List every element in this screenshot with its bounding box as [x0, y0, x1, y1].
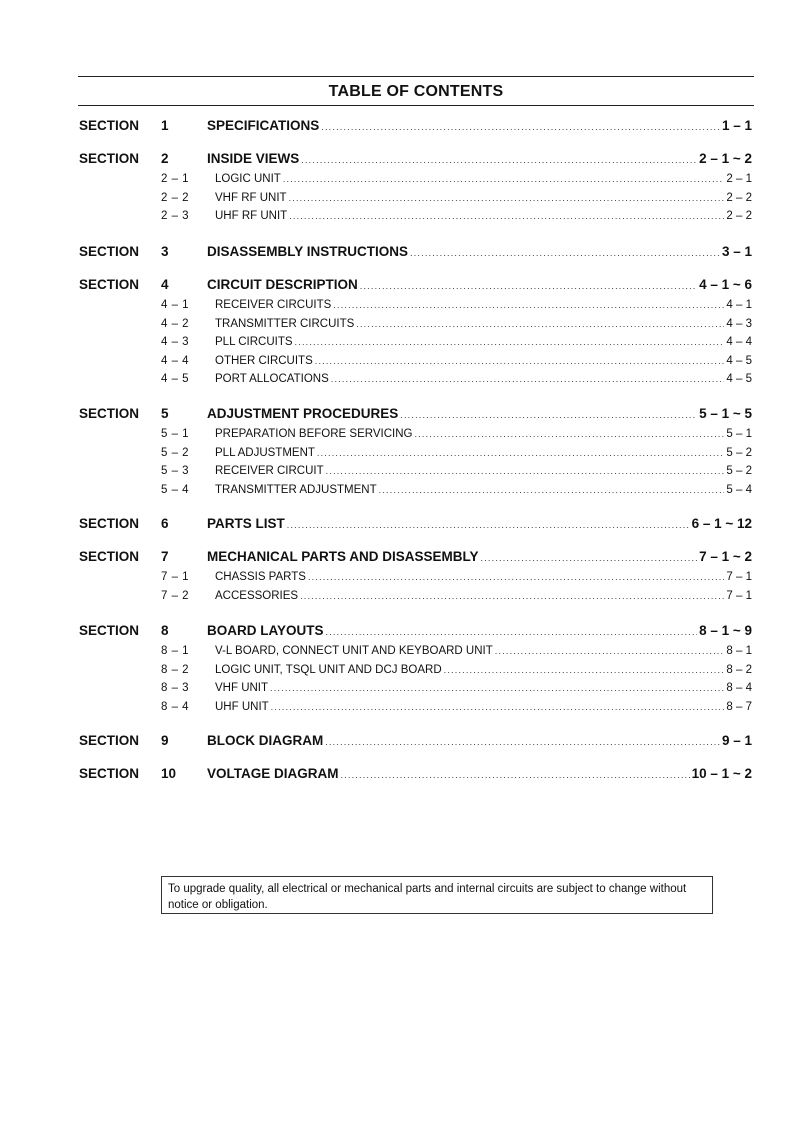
section-label: SECTION: [79, 244, 140, 259]
item-entry: [215, 355, 752, 367]
dot-leader: [317, 448, 725, 458]
dot-leader: [333, 300, 724, 310]
dot-leader: [289, 193, 725, 203]
section-page-ref: 3 – 1: [721, 244, 752, 259]
section-number: 8: [161, 623, 169, 638]
section-number: 5: [161, 406, 169, 421]
toc-section-row: [0, 766, 796, 784]
toc-item-row: [0, 484, 796, 502]
item-number: 4 – 3: [161, 336, 190, 348]
item-title: LOGIC UNIT, TSQL UNIT AND DCJ BOARD: [215, 663, 442, 676]
item-page-ref: 2 – 2: [726, 191, 752, 204]
section-page-ref: 7 – 1 ~ 2: [699, 549, 752, 564]
toc-item-row: [0, 664, 796, 682]
section-entry: [207, 118, 752, 133]
section-label: SECTION: [79, 733, 140, 748]
toc-section-row: [0, 118, 796, 136]
dot-leader: [289, 211, 724, 221]
item-page-ref: 5 – 4: [726, 483, 752, 496]
dot-leader: [321, 122, 720, 132]
item-entry: [215, 664, 752, 676]
item-entry: [215, 645, 752, 657]
section-title: VOLTAGE DIAGRAM: [207, 766, 339, 781]
toc-section-row: [0, 406, 796, 424]
toc-item-row: [0, 299, 796, 317]
item-page-ref: 5 – 1: [726, 428, 752, 440]
title-underline: [78, 105, 754, 106]
dot-leader: [300, 591, 724, 601]
section-page-ref: 5 – 1 ~ 5: [699, 406, 752, 421]
toc-item-row: [0, 682, 796, 700]
section-entry: [207, 516, 752, 531]
notice-box: To upgrade quality, all electrical or mechanical parts and internal circuits are subject to change without notice or obligation.: [161, 876, 713, 914]
section-entry: [207, 151, 752, 166]
toc-item-row: [0, 465, 796, 483]
item-page-ref: 7 – 1: [726, 571, 752, 583]
section-title: MECHANICAL PARTS AND DISASSEMBLY: [207, 549, 479, 564]
item-number: 8 – 1: [161, 645, 190, 657]
section-number: 9: [161, 733, 169, 748]
dot-leader: [326, 466, 725, 476]
page-title: TABLE OF CONTENTS: [328, 83, 504, 100]
item-number: 8 – 3: [161, 682, 190, 694]
item-number: 2 – 2: [161, 191, 190, 204]
section-entry: [207, 406, 752, 421]
dot-leader: [410, 248, 720, 258]
item-entry: [215, 428, 752, 440]
item-page-ref: 4 – 1: [726, 299, 752, 311]
item-page-ref: 8 – 1: [726, 645, 752, 657]
item-page-ref: 4 – 5: [726, 373, 752, 385]
toc-item-row: [0, 645, 796, 663]
item-number: 5 – 3: [161, 465, 190, 477]
toc-item-row: [0, 447, 796, 465]
item-title: PREPARATION BEFORE SERVICING: [215, 428, 413, 440]
dot-leader: [341, 770, 690, 780]
item-page-ref: 8 – 2: [726, 663, 752, 676]
section-number: 2: [161, 151, 169, 166]
item-number: 7 – 2: [161, 589, 190, 602]
dot-leader: [315, 356, 725, 366]
dot-leader: [331, 374, 725, 384]
toc-item-row: [0, 192, 796, 210]
item-page-ref: 4 – 3: [726, 317, 752, 330]
item-page-ref: 2 – 2: [726, 210, 752, 222]
item-entry: [215, 318, 752, 330]
dot-leader: [301, 155, 697, 165]
toc-item-row: [0, 336, 796, 354]
toc-item-row: [0, 590, 796, 608]
item-number: 5 – 1: [161, 428, 190, 440]
toc-item-row: [0, 701, 796, 719]
item-page-ref: 2 – 1: [726, 173, 752, 185]
dot-leader: [271, 702, 725, 712]
dot-leader: [295, 337, 725, 347]
toc-section-row: [0, 151, 796, 169]
section-page-ref: 4 – 1 ~ 6: [699, 277, 752, 292]
dot-leader: [495, 646, 725, 656]
item-title: TRANSMITTER CIRCUITS: [215, 317, 355, 330]
dot-leader: [283, 174, 725, 184]
item-number: 5 – 2: [161, 446, 190, 459]
item-entry: [215, 210, 752, 222]
section-label: SECTION: [79, 766, 140, 781]
item-page-ref: 4 – 4: [726, 336, 752, 348]
dot-leader: [481, 553, 698, 563]
item-entry: [215, 336, 752, 348]
toc-item-row: [0, 318, 796, 336]
toc-item-row: [0, 373, 796, 391]
item-page-ref: 5 – 2: [726, 446, 752, 459]
dot-leader: [287, 520, 690, 530]
section-label: SECTION: [79, 277, 140, 292]
dot-leader: [308, 572, 724, 582]
section-title: BOARD LAYOUTS: [207, 623, 324, 638]
item-number: 8 – 4: [161, 700, 190, 713]
section-page-ref: 8 – 1 ~ 9: [699, 623, 752, 638]
section-entry: [207, 623, 752, 638]
section-entry: [207, 277, 752, 292]
toc-item-row: [0, 173, 796, 191]
toc-section-row: [0, 516, 796, 534]
item-entry: [215, 484, 752, 496]
toc-section-row: [0, 549, 796, 567]
section-entry: [207, 766, 752, 781]
section-entry: [207, 549, 752, 564]
item-title: UHF UNIT: [215, 700, 269, 713]
section-number: 3: [161, 244, 169, 259]
item-title: UHF RF UNIT: [215, 210, 288, 222]
item-title: ACCESSORIES: [215, 589, 299, 602]
top-rule: [78, 76, 754, 77]
section-page-ref: 6 – 1 ~ 12: [691, 516, 752, 531]
section-label: SECTION: [79, 406, 140, 421]
item-number: 8 – 2: [161, 663, 190, 676]
item-entry: [215, 682, 752, 694]
item-page-ref: 5 – 2: [726, 465, 752, 477]
item-entry: [215, 447, 752, 459]
section-page-ref: 2 – 1 ~ 2: [699, 151, 752, 166]
section-title: BLOCK DIAGRAM: [207, 733, 324, 748]
section-number: 4: [161, 277, 169, 292]
item-number: 5 – 4: [161, 483, 190, 496]
item-number: 7 – 1: [161, 571, 190, 583]
section-title: ADJUSTMENT PROCEDURES: [207, 406, 399, 421]
section-title: INSIDE VIEWS: [207, 151, 300, 166]
section-page-ref: 1 – 1: [721, 118, 752, 133]
dot-leader: [444, 665, 725, 675]
dot-leader: [400, 410, 697, 420]
item-title: PLL ADJUSTMENT: [215, 446, 315, 459]
section-number: 6: [161, 516, 169, 531]
item-page-ref: 7 – 1: [726, 589, 752, 602]
section-label: SECTION: [79, 151, 140, 166]
section-label: SECTION: [79, 118, 140, 133]
item-title: PORT ALLOCATIONS: [215, 373, 329, 385]
item-entry: [215, 590, 752, 602]
item-entry: [215, 571, 752, 583]
section-title: PARTS LIST: [207, 516, 285, 531]
section-page-ref: 9 – 1: [721, 733, 752, 748]
item-title: RECEIVER CIRCUITS: [215, 299, 332, 311]
item-entry: [215, 373, 752, 385]
item-title: RECEIVER CIRCUIT: [215, 465, 324, 477]
dot-leader: [326, 627, 698, 637]
section-page-ref: 10 – 1 ~ 2: [691, 766, 752, 781]
item-number: 4 – 4: [161, 354, 190, 367]
item-entry: [215, 465, 752, 477]
item-page-ref: 8 – 7: [726, 700, 752, 713]
item-title: VHF RF UNIT: [215, 191, 287, 204]
section-label: SECTION: [79, 623, 140, 638]
item-entry: [215, 192, 752, 204]
dot-leader: [325, 737, 720, 747]
item-title: LOGIC UNIT: [215, 173, 281, 185]
dot-leader: [356, 319, 724, 329]
item-title: CHASSIS PARTS: [215, 571, 306, 583]
item-page-ref: 4 – 5: [726, 354, 752, 367]
section-entry: [207, 244, 752, 259]
item-title: PLL CIRCUITS: [215, 336, 293, 348]
dot-leader: [270, 683, 724, 693]
item-entry: [215, 173, 752, 185]
section-entry: [207, 733, 752, 748]
item-page-ref: 8 – 4: [726, 682, 752, 694]
item-entry: [215, 701, 752, 713]
toc-section-row: [0, 277, 796, 295]
item-number: 4 – 2: [161, 317, 190, 330]
item-number: 2 – 3: [161, 210, 190, 222]
item-title: V-L BOARD, CONNECT UNIT AND KEYBOARD UNIT: [215, 645, 493, 657]
section-title: SPECIFICATIONS: [207, 118, 320, 133]
item-number: 4 – 5: [161, 373, 190, 385]
toc-section-row: [0, 244, 796, 262]
toc-section-row: [0, 733, 796, 751]
toc-item-row: [0, 571, 796, 589]
item-title: OTHER CIRCUITS: [215, 354, 313, 367]
toc-item-row: [0, 355, 796, 373]
toc-section-row: [0, 623, 796, 641]
dot-leader: [379, 485, 725, 495]
section-number: 7: [161, 549, 169, 564]
toc-item-row: [0, 428, 796, 446]
section-title: CIRCUIT DESCRIPTION: [207, 277, 358, 292]
toc-item-row: [0, 210, 796, 228]
section-title: DISASSEMBLY INSTRUCTIONS: [207, 244, 409, 259]
item-entry: [215, 299, 752, 311]
section-label: SECTION: [79, 549, 140, 564]
item-title: TRANSMITTER ADJUSTMENT: [215, 483, 377, 496]
section-number: 10: [161, 766, 177, 781]
section-number: 1: [161, 118, 169, 133]
item-number: 4 – 1: [161, 299, 190, 311]
item-number: 2 – 1: [161, 173, 190, 185]
section-label: SECTION: [79, 516, 140, 531]
dot-leader: [360, 281, 697, 291]
dot-leader: [414, 429, 724, 439]
item-title: VHF UNIT: [215, 682, 269, 694]
